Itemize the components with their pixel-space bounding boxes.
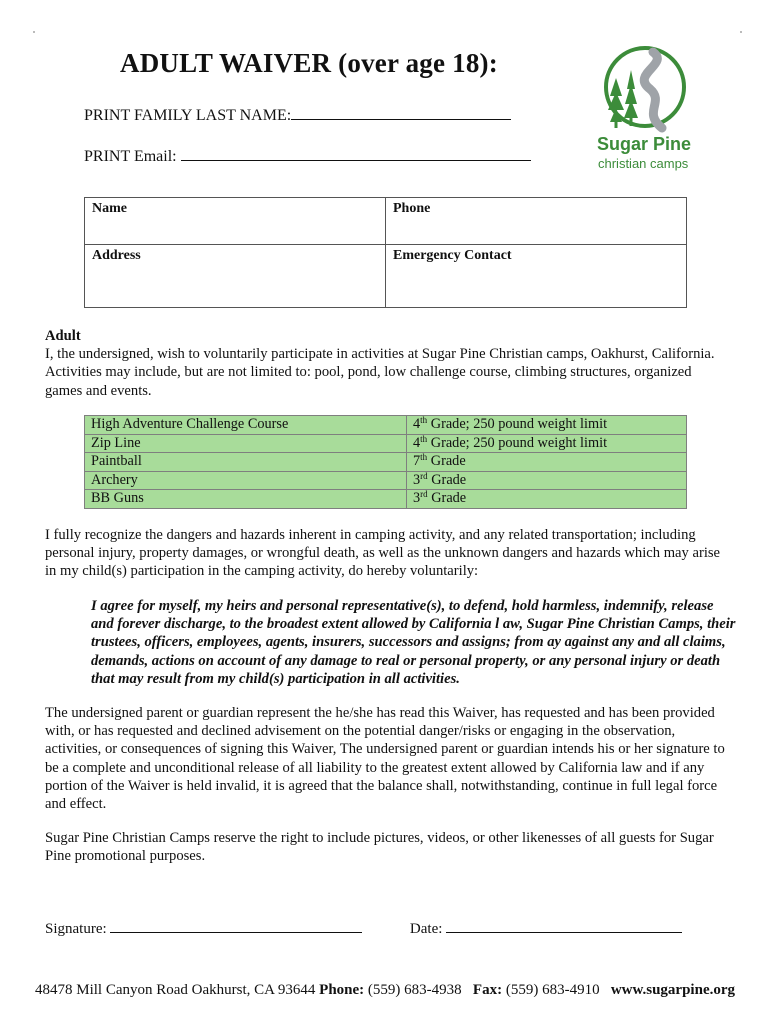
address-cell[interactable] [85, 245, 386, 308]
footer-phone-label: Phone: [319, 982, 365, 998]
date-field[interactable] [446, 917, 682, 933]
activity-requirement [407, 490, 687, 509]
footer [0, 982, 770, 999]
hazards-paragraph: I fully recognize the dangers and hazards inherent in camping activity, and any related transportation; including personal injury, property damages, or wrongful death, as well as the unknown dangers and hazards which may arise in my child(s) participation in the camping activity, do hereby voluntarily: [45, 527, 721, 580]
name-cell[interactable] [85, 198, 386, 245]
activity-row [85, 490, 687, 509]
signature-row [45, 917, 745, 938]
footer-address: 48478 Mill Canyon Road Oakhurst, CA 93644 [34, 982, 316, 998]
activity-row [85, 416, 687, 435]
activity-table [84, 415, 687, 509]
activity-requirement [407, 434, 687, 453]
grade-number: 3 [413, 471, 421, 488]
activity-name: High Adventure Challenge Course [85, 416, 407, 435]
grade-number: 7 [413, 453, 421, 470]
contact-table [84, 197, 687, 308]
grade-suffix: th [420, 433, 428, 444]
activity-requirement [407, 471, 687, 490]
corner-mark [740, 31, 742, 33]
intro-section [45, 327, 725, 400]
family-name-label: PRINT FAMILY LAST NAME: [84, 107, 292, 124]
signature-label: Signature: [45, 921, 107, 937]
activity-row [85, 453, 687, 472]
signature-field[interactable] [110, 917, 362, 933]
corner-mark [33, 31, 35, 33]
grade-suffix: rd [420, 489, 428, 500]
email-field[interactable] [181, 145, 531, 161]
activity-name: Paintball [85, 453, 407, 472]
family-name-line [84, 104, 511, 125]
activity-requirement [407, 416, 687, 435]
logo-subtitle: christian camps [598, 156, 689, 171]
activity-row [85, 471, 687, 490]
emergency-contact-cell[interactable] [386, 245, 687, 308]
grade-detail: Grade [427, 490, 467, 507]
footer-fax: (559) 683-4910 [505, 982, 600, 998]
media-paragraph: Sugar Pine Christian Camps reserve the right to include pictures, videos, or other likenesses of all guests for Sugar Pine promotional purposes. [45, 830, 714, 865]
activity-name: Zip Line [85, 434, 407, 453]
grade-suffix: rd [420, 470, 428, 481]
name-label: Name [92, 201, 127, 216]
phone-label: Phone [393, 201, 431, 216]
activity-name: BB Guns [85, 490, 407, 509]
grade-number: 3 [413, 490, 421, 507]
intro-text: I, the undersigned, wish to voluntarily participate in activities at Sugar Pine Christian camps, Oakhurst, California. Activities may include, but are not limited to: pool, pond, low challenge course, climbing structures, organized games and events. [45, 346, 715, 399]
activity-requirement [407, 453, 687, 472]
activity-row [85, 434, 687, 453]
family-name-field[interactable] [291, 104, 511, 120]
representation-paragraph: The undersigned parent or guardian represent the he/she has read this Waiver, has requested and has been provided with, or has requested and declined advisement on the potential danger/risks or engaging in the observation, activities, or consequences of signing this Waiver, The undersigned parent or guardian intends his or her signature to be a complete and unconditional release of all liability to the greatest extent allowed by California law and if any portion of the Waiver is held invalid, it is agreed that the balance shall, notwithstanding, continue in full legal force and effect. [45, 705, 725, 813]
address-label: Address [92, 248, 141, 263]
phone-cell[interactable] [386, 198, 687, 245]
date-label: Date: [409, 921, 443, 937]
grade-suffix: th [420, 452, 428, 463]
email-line [84, 145, 531, 166]
grade-detail: Grade; 250 pound weight limit [427, 416, 608, 433]
logo-name: Sugar Pine [597, 134, 692, 154]
activity-name: Archery [85, 471, 407, 490]
grade-detail: Grade [427, 453, 466, 470]
page-title: ADULT WAIVER (over age 18): [120, 48, 498, 78]
grade-detail: Grade [427, 471, 467, 488]
grade-number: 4 [413, 416, 421, 433]
grade-detail: Grade; 250 pound weight limit [427, 434, 608, 451]
footer-fax-label: Fax: [472, 982, 503, 998]
grade-suffix: th [420, 415, 428, 426]
footer-phone: (559) 683-4938 [367, 982, 462, 998]
footer-website[interactable]: www.sugarpine.org [610, 982, 736, 998]
email-label: PRINT Email: [84, 148, 177, 165]
emergency-contact-label: Emergency Contact [393, 248, 512, 263]
intro-heading: Adult [45, 328, 81, 344]
grade-number: 4 [413, 434, 421, 451]
agreement-paragraph: I agree for myself, my heirs and personal representative(s), to defend, hold harmless, indemnify, release and forever discharge, to the broadest extent allowed by California l aw, Sugar Pine Christian Camps, their trustees, officers, employees, agents, insurers, successors and assigns; from ay against any and all claims, demands, actions on account of any damage to real or personal property, or any personal injury or death that may result from my child(s) participation in all activities. [91, 598, 736, 687]
